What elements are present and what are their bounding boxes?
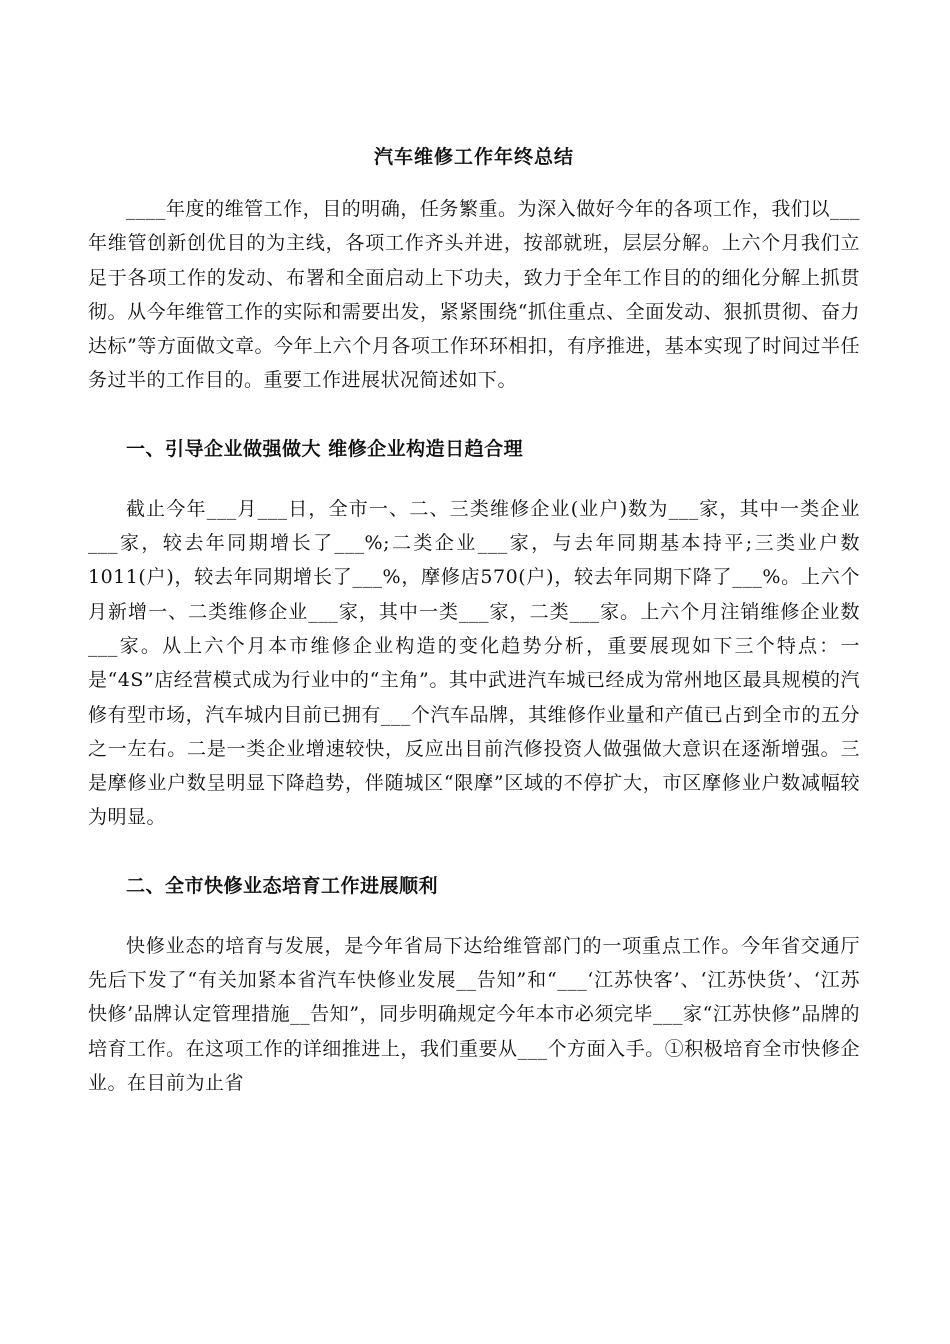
- section-1-paragraph: 截止今年___月___日，全市一、二、三类维修企业(业户)数为___家，其中一类企业___家，较去年同期增长了___%;二类企业___家，与去年同期基本持平;三类业户数1011(户)，较去年同期增长了___%，摩修店570(户)，较去年同期下降了___%。上六个月新增一、二类维修企业___家，其中一类___家，二类___家。上六个月注销维修企业数___家。从上六个月本市维修企业构造的变化趋势分析，重要展现如下三个特点：一是“4S”店经营模式成为行业中的“主角”。其中武进汽车城已经成为常州地区最具规模的汽修有型市场，汽车城内目前已拥有___个汽车品牌，其维修作业量和产值已占到全市的五分之一左右。二是一类企业增速较快，反应出目前汽修投资人做强做大意识在逐渐增强。三是摩修业户数呈明显下降趋势，伴随城区“限摩”区域的不停扩大，市区摩修业户数减幅较为明显。: [88, 497, 860, 829]
- section-1-heading: 一、引导企业做强做大 维修企业构造日趋合理: [126, 437, 524, 460]
- document-page: [88, 140, 860, 1100]
- section-2-paragraph: 快修业态的培育与发展，是今年省局下达给维管部门的一项重点工作。今年省交通厅先后下发了“有关加紧本省汽车快修业发展__告知”和“___‘江苏快客’、‘江苏快货’、‘江苏快修’品牌认定管理措施__告知”，同步明确规定今年本市必须完毕___家“江苏快修”品牌的培育工作。在这项工作的详细推进上，我们重要从___个方面入手。①积极培育全市快修企业。在目前为止省: [88, 934, 860, 1094]
- section-2-heading: 二、全市快修业态培育工作进展顺利: [126, 874, 439, 897]
- intro-paragraph: ____年度的维管工作，目的明确，任务繁重。为深入做好今年的各项工作，我们以___年维管创新创优目的为主线，各项工作齐头并进，按部就班，层层分解。上六个月我们立足于各项工作的发动、布署和全面启动上下功夫，致力于全年工作目的的细化分解上抓贯彻。从今年维管工作的实际和需要出发，紧紧围绕“抓住重点、全面发动、狠抓贯彻、奋力达标”等方面做文章。今年上六个月各项工作环环相扣，有序推进，基本实现了时间过半任务过半的工作目的。重要工作进展状况简述如下。: [88, 198, 860, 392]
- document-title: 汽车维修工作年终总结: [373, 146, 574, 168]
